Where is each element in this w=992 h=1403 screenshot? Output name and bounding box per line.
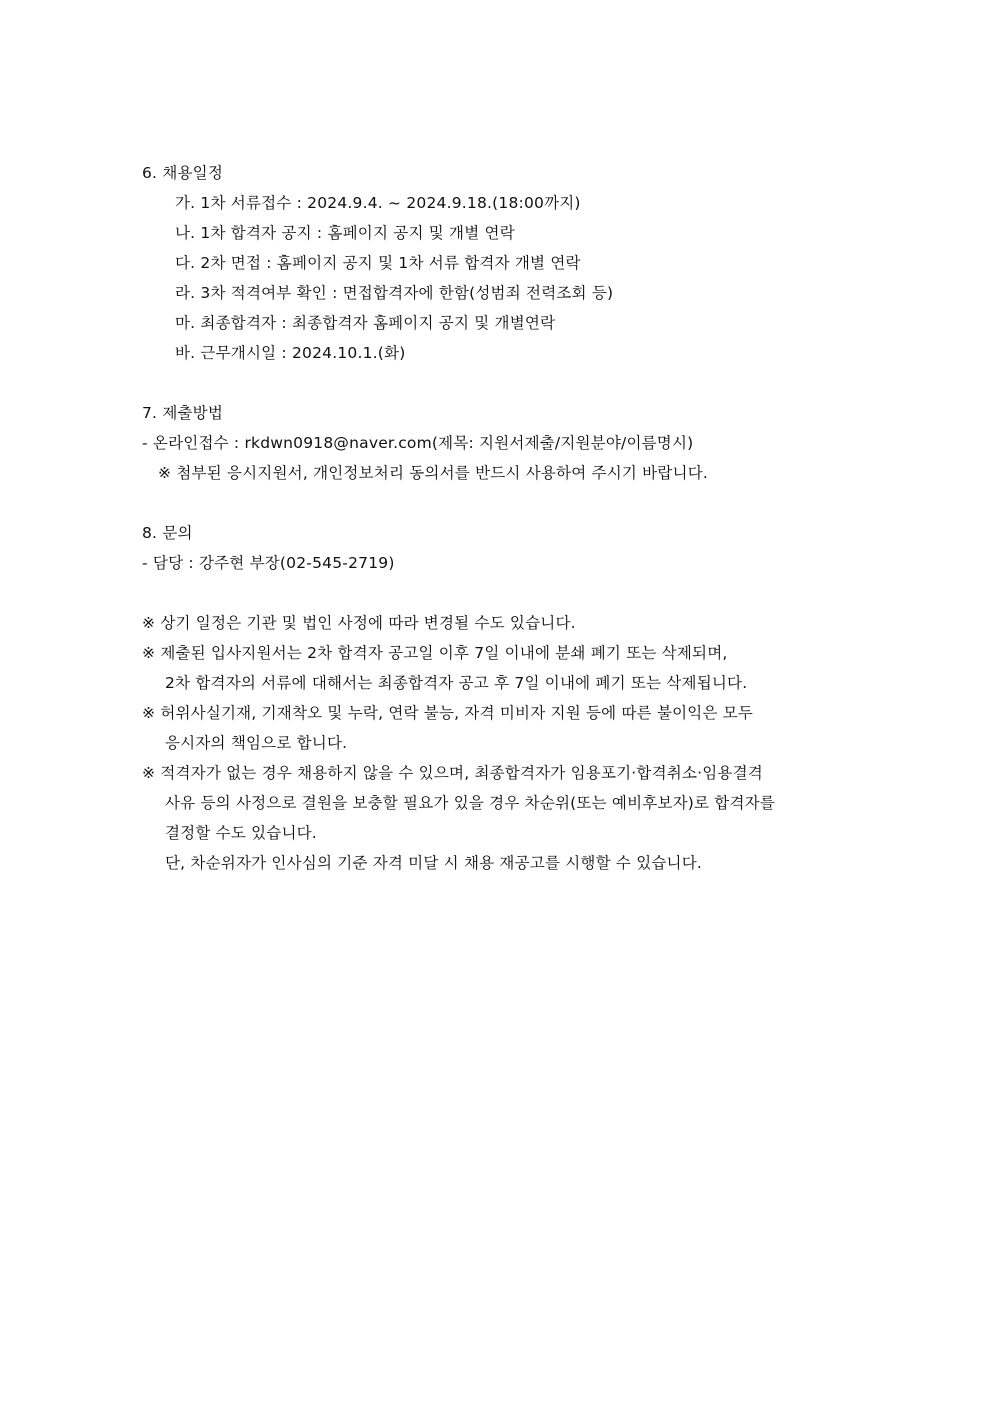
- note-document-disposal-1: ※ 제출된 입사지원서는 2차 합격자 공고일 이후 7일 이내에 분쇄 폐기 또는 삭제되며,: [142, 644, 728, 662]
- section-8-heading: 8. 문의: [142, 524, 193, 542]
- note-no-qualified-2: 사유 등의 사정으로 결원을 보충할 필요가 있을 경우 차순위(또는 예비후보자)로 합격자를: [165, 794, 775, 812]
- schedule-item-ba: 바. 근무개시일 : 2024.10.1.(화): [175, 344, 406, 362]
- contact-info: - 담당 : 강주현 부장(02-545-2719): [142, 554, 395, 572]
- note-no-qualified-1: ※ 적격자가 없는 경우 채용하지 않을 수 있으며, 최종합격자가 임용포기·합격취소·임용결격: [142, 764, 763, 782]
- note-false-info-2: 응시자의 책임으로 합니다.: [165, 734, 348, 752]
- online-submission: - 온라인접수 : rkdwn0918@naver.com(제목: 지원서제출/지원분야/이름명시): [142, 434, 694, 452]
- schedule-item-ra: 라. 3차 적격여부 확인 : 면접합격자에 한함(성범죄 전력조회 등): [175, 284, 614, 302]
- note-no-qualified-4: 단, 차순위자가 인사심의 기준 자격 미달 시 채용 재공고를 시행할 수 있습니다.: [165, 854, 703, 872]
- note-schedule-change: ※ 상기 일정은 기관 및 법인 사정에 따라 변경될 수도 있습니다.: [142, 614, 576, 632]
- schedule-item-ma: 마. 최종합격자 : 최종합격자 홈페이지 공지 및 개별연락: [175, 314, 556, 332]
- note-no-qualified-3: 결정할 수도 있습니다.: [165, 824, 317, 842]
- note-false-info-1: ※ 허위사실기재, 기재착오 및 누락, 연락 불능, 자격 미비자 지원 등에 따른 불이익은 모두: [142, 704, 754, 722]
- note-document-disposal-2: 2차 합격자의 서류에 대해서는 최종합격자 공고 후 7일 이내에 폐기 또는 삭제됩니다.: [165, 674, 748, 692]
- attachment-note: ※ 첨부된 응시지원서, 개인정보처리 동의서를 반드시 사용하여 주시기 바랍니다.: [158, 464, 708, 482]
- section-6-heading: 6. 채용일정: [142, 164, 224, 182]
- schedule-item-da: 다. 2차 면접 : 홈페이지 공지 및 1차 서류 합격자 개별 연락: [175, 254, 581, 272]
- schedule-item-na: 나. 1차 합격자 공지 : 홈페이지 공지 및 개별 연락: [175, 224, 515, 242]
- section-7-heading: 7. 제출방법: [142, 404, 224, 422]
- schedule-item-ga: 가. 1차 서류접수 : 2024.9.4. ~ 2024.9.18.(18:00까지): [175, 194, 581, 212]
